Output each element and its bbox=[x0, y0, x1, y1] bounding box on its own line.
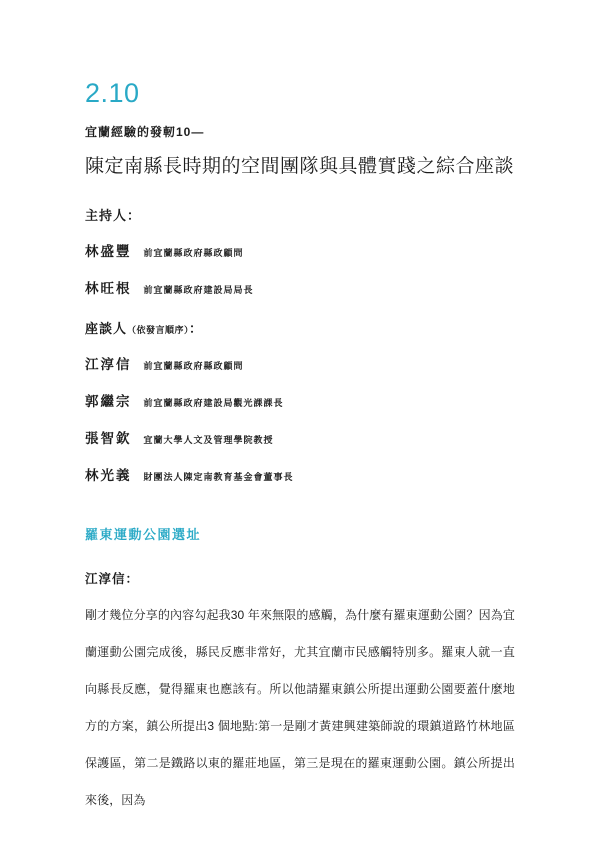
person-title: 財團法人陳定南教育基金會董事長 bbox=[143, 471, 294, 482]
panelist-row bbox=[85, 358, 515, 373]
panelist-row bbox=[85, 432, 515, 447]
person-name: 林盛豐 bbox=[85, 244, 132, 260]
person-title: 前宜蘭縣政府縣政顧問 bbox=[143, 248, 244, 259]
speaker-name: 江淳信： bbox=[85, 571, 140, 586]
person-title: 宜蘭大學人文及管理學院教授 bbox=[143, 434, 274, 445]
panelist-row bbox=[85, 469, 515, 484]
person-name: 林光義 bbox=[85, 467, 132, 483]
topic-heading: 羅東運動公園選址 bbox=[85, 526, 202, 542]
person-title: 前宜蘭縣政府建設局局長 bbox=[143, 285, 254, 296]
panelist-label-note: （依發言順序） bbox=[127, 324, 190, 335]
moderator-row bbox=[85, 282, 515, 297]
person-title: 前宜蘭縣政府縣政顧問 bbox=[143, 361, 244, 372]
panelist-label-text: 座談人 bbox=[85, 320, 128, 336]
person-name: 林旺根 bbox=[85, 281, 132, 297]
person-name: 郭繼宗 bbox=[85, 394, 132, 410]
moderator-row bbox=[85, 245, 515, 260]
panelist-label-colon: ： bbox=[189, 320, 204, 336]
page-title: 陳定南縣長時期的空間團隊與具體實踐之綜合座談 bbox=[85, 156, 515, 178]
person-name: 江淳信 bbox=[85, 357, 132, 373]
panelist-label bbox=[85, 322, 515, 336]
series-label: 宜蘭經驗的發軔10— bbox=[85, 125, 205, 139]
person-title: 前宜蘭縣政府建設局觀光課課長 bbox=[143, 398, 284, 409]
person-name: 張智欽 bbox=[85, 430, 132, 446]
section-number: 2.10 bbox=[85, 78, 140, 108]
moderator-label: 主持人： bbox=[85, 207, 142, 223]
panelist-row bbox=[85, 395, 515, 410]
body-paragraph: 剛才幾位分享的內容勾起我30 年來無限的感觸，為什麼有羅東運動公園？因為宜蘭運動公園完成後，縣民反應非常好，尤其宜蘭市民感觸特別多。羅東人就一直向縣長反應，覺得羅東也應該有。所以他請羅東鎮公所提出運動公園要蓋什麼地方的方案，鎮公所提出3 個地點:第一是剛才黃建興建築師說的環鎮道路竹林地區保護區，第二是鐵路以東的羅莊地區，第三是現在的羅東運動公園。鎮公所提出來後，因為 bbox=[85, 607, 515, 807]
